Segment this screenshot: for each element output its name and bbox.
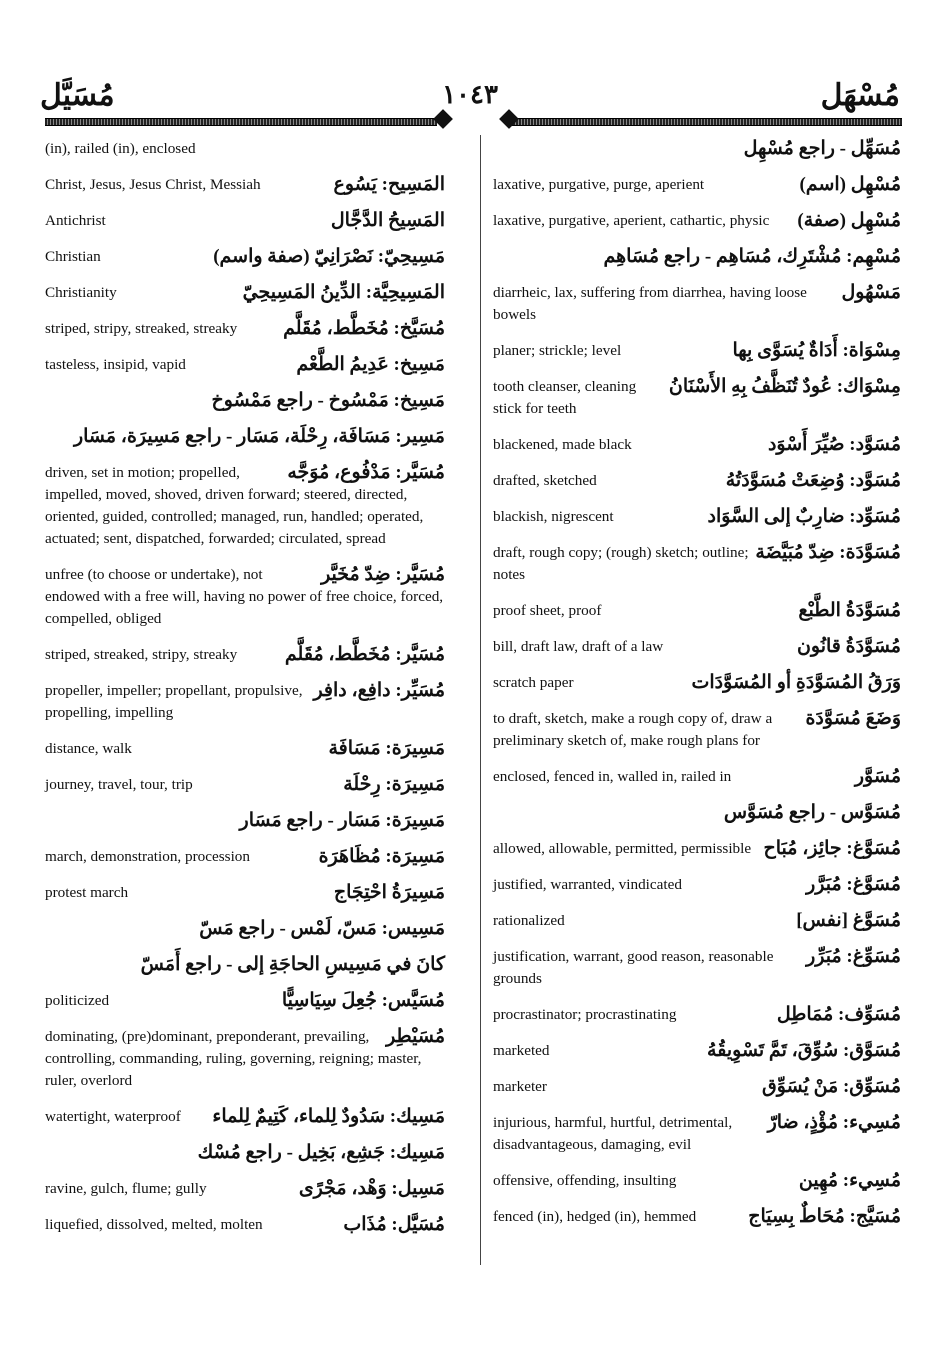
dictionary-entry xyxy=(493,542,901,586)
arabic-headword: مَسِيك: جَشِع، بَخِيل - راجع مُسْك xyxy=(197,1142,445,1163)
english-definition: offensive, offending, insulting xyxy=(493,1172,677,1189)
column-divider xyxy=(480,135,481,1265)
dictionary-entry xyxy=(45,138,445,160)
english-definition: politicized xyxy=(45,992,110,1009)
dictionary-entry xyxy=(493,1206,901,1228)
arabic-headword: مُسَوَّغ: مُبَرَّر xyxy=(806,874,901,895)
arabic-headword: مُسِيء: مُؤْذٍ، ضارّ xyxy=(767,1112,901,1133)
dictionary-entry xyxy=(45,246,445,268)
dictionary-entry xyxy=(493,874,901,896)
dictionary-entry xyxy=(45,564,445,630)
arabic-headword: مَسِيك: سَدُودٌ لِلماء، كَتِيمٌ لِلماء xyxy=(212,1106,445,1127)
dictionary-entry xyxy=(493,434,901,456)
arabic-headword: مُسَيَّر: مُخَطَّط، مُقَلَّم xyxy=(284,644,445,665)
dictionary-entry xyxy=(45,954,445,976)
arabic-headword: مُسَوَّد: وُضِعَتْ مُسَوَّدَتُهُ xyxy=(725,470,901,491)
dictionary-entry xyxy=(45,738,445,760)
arabic-headword: مَسِيرَة: مُظَاهَرَة xyxy=(318,846,445,867)
english-definition: protest march xyxy=(45,884,129,901)
english-definition: scratch paper xyxy=(493,674,574,691)
arabic-headword: مُسْهِل (اسم) xyxy=(799,174,901,195)
arabic-headword: مُسَوَّغ [نفس] xyxy=(796,910,901,931)
dictionary-entry xyxy=(45,282,445,304)
english-definition: draft, rough copy; (rough) sketch; outline; notes xyxy=(493,544,749,583)
english-definition: striped, stripy, streaked, streaky xyxy=(45,320,238,337)
arabic-headword: مَسِيحِيّ: نَصْرَانِيّ (صفة واسم) xyxy=(213,246,445,267)
left-column xyxy=(45,138,445,1250)
header-rule-left xyxy=(45,118,437,126)
dictionary-entry xyxy=(493,838,901,860)
dictionary-entry xyxy=(493,802,901,824)
dictionary-entry xyxy=(45,1178,445,1200)
dictionary-entry xyxy=(45,318,445,340)
dictionary-entry xyxy=(45,1142,445,1164)
english-definition: journey, travel, tour, trip xyxy=(45,776,193,793)
english-definition: allowed, allowable, permitted, permissible xyxy=(493,840,752,857)
english-definition: injurious, harmful, hurtful, detrimental, disadvantageous, damaging, evil xyxy=(493,1114,733,1153)
dictionary-entry xyxy=(45,774,445,796)
dictionary-entry xyxy=(493,1170,901,1192)
dictionary-entry xyxy=(493,766,901,788)
dictionary-entry xyxy=(45,990,445,1012)
dictionary-entry xyxy=(493,506,901,528)
arabic-headword: مُسَهِّل - راجع مُسْهِل xyxy=(743,138,901,159)
arabic-headword: مُسَوِّق: مَنْ يُسَوِّق xyxy=(762,1076,901,1097)
arabic-headword: مُسَيَّس: جُعِلَ سِيَاسِيًّا xyxy=(281,990,445,1011)
english-definition: unfree (to choose or undertake), not endowed with a free will, having no power of free choice, forced, compelled, obliged xyxy=(45,566,444,627)
english-definition: justified, warranted, vindicated xyxy=(493,876,682,893)
arabic-headword: مُسَيَّج: مُحَاطٌ بِسِيَاج xyxy=(748,1206,901,1227)
arabic-headword: مَسِيرَة: رِحْلَة xyxy=(343,774,445,795)
arabic-headword: مُسَوَّغ: جائِز، مُبَاح xyxy=(763,838,901,859)
english-definition: diarrheic, lax, suffering from diarrhea, having loose bowels xyxy=(493,284,807,323)
english-definition: driven, set in motion; propelled, impelled, moved, shoved, driven forward; steered, directed, oriented, guided, controlled; managed, run, handled; operated, actuated; sent, dispatched, forwarded; circulated, spread xyxy=(45,464,424,547)
dictionary-entry xyxy=(45,810,445,832)
dictionary-entry xyxy=(493,282,901,326)
dictionary-entry xyxy=(45,644,445,666)
arabic-headword: مَسِير: مَسَافَة، رِحْلَة، مَسَار - راجع مَسِيرَة، مَسَار xyxy=(73,426,445,447)
english-definition: striped, streaked, stripy, streaky xyxy=(45,646,238,663)
arabic-headword: مَسِيرَة: مَسَافَة xyxy=(328,738,445,759)
dictionary-entry xyxy=(493,340,901,362)
arabic-headword: مَسِيرَة: مَسَار - راجع مَسَار xyxy=(239,810,445,831)
arabic-headword: مُسَوَّر xyxy=(854,766,901,787)
dictionary-entry xyxy=(493,138,901,160)
arabic-headword: مُسَوِّد: ضارِبٌ إلى السَّوَاد xyxy=(707,506,901,527)
dictionary-entry xyxy=(493,1112,901,1156)
dictionary-entry xyxy=(45,354,445,376)
dictionary-entry xyxy=(493,600,901,622)
english-definition: tasteless, insipid, vapid xyxy=(45,356,186,373)
arabic-headword: المَسِيحِيَّة: الدِّينُ المَسِيحِيّ xyxy=(242,282,445,303)
english-definition: proof sheet, proof xyxy=(493,602,602,619)
english-definition: drafted, sketched xyxy=(493,472,597,489)
arabic-headword: مُسَيَّل: مُذَاب xyxy=(343,1214,445,1235)
arabic-headword: كانَ في مَسِيسِ الحاجَةِ إلى - راجع أَمَسّ xyxy=(140,954,445,975)
arabic-headword: مُسَيَّخ: مُخَطَّط، مُقَلَّم xyxy=(283,318,445,339)
dictionary-entry xyxy=(493,1040,901,1062)
arabic-headword: مُسَيَّر: مَدْفُوع، مُوَجَّه xyxy=(287,462,445,483)
dictionary-entry xyxy=(45,680,445,724)
english-definition: propeller, impeller; propellant, propulsive, propelling, impelling xyxy=(45,682,303,721)
english-definition: Christian xyxy=(45,248,101,265)
dictionary-entry xyxy=(493,470,901,492)
arabic-headword: مُسَيِّر: دافِع، دافِر xyxy=(313,680,445,701)
dictionary-entry xyxy=(493,376,901,420)
arabic-headword: مُسْهِل (صفة) xyxy=(797,210,901,231)
dictionary-entry xyxy=(45,918,445,940)
dictionary-entry xyxy=(493,672,901,694)
dictionary-entry xyxy=(45,210,445,232)
english-definition: fenced (in), hedged (in), hemmed xyxy=(493,1208,697,1225)
dictionary-entry xyxy=(493,174,901,196)
arabic-headword: مِسْوَاك: عُودٌ تُنَظَّفُ بِهِ الأَسْنَانُ xyxy=(668,376,901,397)
dictionary-entry xyxy=(493,246,901,268)
english-definition: planer; strickle; level xyxy=(493,342,622,359)
arabic-headword: وَضَعَ مُسَوَّدَة xyxy=(805,708,901,729)
english-definition: march, demonstration, procession xyxy=(45,848,250,865)
right-running-headword: مُسْهَل xyxy=(820,79,900,112)
arabic-headword: مُسَوَّدَةُ قانُون xyxy=(796,636,901,657)
arabic-headword: مَسِيس: مَسّ، لَمْس - راجع مَسّ xyxy=(199,918,445,939)
dictionary-entry xyxy=(45,882,445,904)
english-definition: marketer xyxy=(493,1078,547,1095)
arabic-headword: المَسِيح: يَسُوع xyxy=(333,174,445,195)
arabic-headword: مُسِيء: مُهِين xyxy=(798,1170,901,1191)
english-definition: tooth cleanser, cleaning stick for teeth xyxy=(493,378,637,417)
english-definition: Christ, Jesus, Jesus Christ, Messiah xyxy=(45,176,261,193)
arabic-headword: مَسِيخ: مَمْسُوخ - راجع مَمْسُوخ xyxy=(211,390,445,411)
arabic-headword: مَسِيل: وَهْد، مَجْرًى xyxy=(298,1178,445,1199)
page-number: ١٠٤٣ xyxy=(442,80,498,109)
arabic-headword: مَسِيرَةُ احْتِجَاج xyxy=(333,882,445,903)
english-definition: Antichrist xyxy=(45,212,106,229)
arabic-headword: مُسَوَّدَةُ الطَّبْع xyxy=(798,600,901,621)
dictionary-entry xyxy=(45,174,445,196)
english-definition: procrastinator; procrastinating xyxy=(493,1006,677,1023)
arabic-headword: وَرَقُ المُسَوَّدَةِ أو المُسَوَّدَات xyxy=(691,672,901,693)
dictionary-entry xyxy=(45,1026,445,1092)
english-definition: enclosed, fenced in, walled in, railed in xyxy=(493,768,732,785)
arabic-headword: المَسِيحُ الدَّجَّال xyxy=(330,210,445,231)
english-definition: bill, draft law, draft of a law xyxy=(493,638,664,655)
english-definition: Christianity xyxy=(45,284,117,301)
dictionary-entry xyxy=(493,636,901,658)
english-definition: laxative, purgative, purge, aperient xyxy=(493,176,705,193)
arabic-headword: مَسْهُول xyxy=(841,282,901,303)
dictionary-entry xyxy=(45,462,445,550)
arabic-headword: مُسَيْطِر xyxy=(386,1026,445,1047)
arabic-headword: مُسَوَّدَة: ضِدّ مُبَيَّضَة xyxy=(755,542,901,563)
arabic-headword: مُسَيَّر: ضِدّ مُخَيَّر xyxy=(321,564,445,585)
english-definition: laxative, purgative, aperient, cathartic, physic xyxy=(493,212,770,229)
dictionary-entry xyxy=(45,390,445,412)
english-definition: blackish, nigrescent xyxy=(493,508,614,525)
dictionary-entry xyxy=(493,1004,901,1026)
dictionary-entry xyxy=(45,846,445,868)
left-running-headword: مُسَيَّل xyxy=(40,79,115,112)
dictionary-entry xyxy=(493,1076,901,1098)
dictionary-entry xyxy=(493,946,901,990)
dictionary-entry xyxy=(45,1214,445,1236)
english-definition: liquefied, dissolved, melted, molten xyxy=(45,1216,263,1233)
arabic-headword: مُسْهِم: مُشْتَرِك، مُسَاهِم - راجع مُسَاهِم xyxy=(603,246,901,267)
english-definition: to draft, sketch, make a rough copy of, draw a preliminary sketch of, make rough plans for xyxy=(493,710,773,749)
right-column xyxy=(493,138,901,1242)
english-definition: rationalized xyxy=(493,912,565,929)
arabic-headword: مُسَوَّد: صُيِّرَ أَسْوَد xyxy=(767,434,901,455)
english-definition: blackened, made black xyxy=(493,436,632,453)
english-definition: justification, warrant, good reason, reasonable grounds xyxy=(493,948,774,987)
arabic-headword: مُسَوَّس - راجع مُسَوَّس xyxy=(723,802,901,823)
page-header xyxy=(40,78,900,118)
header-rule-right xyxy=(510,118,902,126)
dictionary-entry xyxy=(493,708,901,752)
english-definition: distance, walk xyxy=(45,740,132,757)
arabic-headword: مِسْوَاة: أَدَاةٌ يُسَوَّى بِها xyxy=(732,340,901,361)
arabic-headword: مَسِيخ: عَدِيمُ الطَّعْم xyxy=(296,354,445,375)
arabic-headword: مُسَوِّف: مُمَاطِل xyxy=(776,1004,901,1025)
dictionary-entry xyxy=(45,1106,445,1128)
dictionary-entry xyxy=(45,426,445,448)
arabic-headword: مُسَوَّق: سُوِّقَ، تَمَّ تَسْوِيقُهُ xyxy=(707,1040,901,1061)
arabic-headword: مُسَوِّغ: مُبَرِّر xyxy=(806,946,901,967)
dictionary-entry xyxy=(493,210,901,232)
english-definition: dominating, (pre)dominant, preponderant, prevailing, controlling, commanding, ruling, governing, reigning; master, ruler, overlord xyxy=(45,1028,422,1089)
english-definition: watertight, waterproof xyxy=(45,1108,181,1125)
english-definition: marketed xyxy=(493,1042,550,1059)
english-definition: ravine, gulch, flume; gully xyxy=(45,1180,207,1197)
dictionary-entry xyxy=(493,910,901,932)
english-definition: (in), railed (in), enclosed xyxy=(45,140,196,157)
